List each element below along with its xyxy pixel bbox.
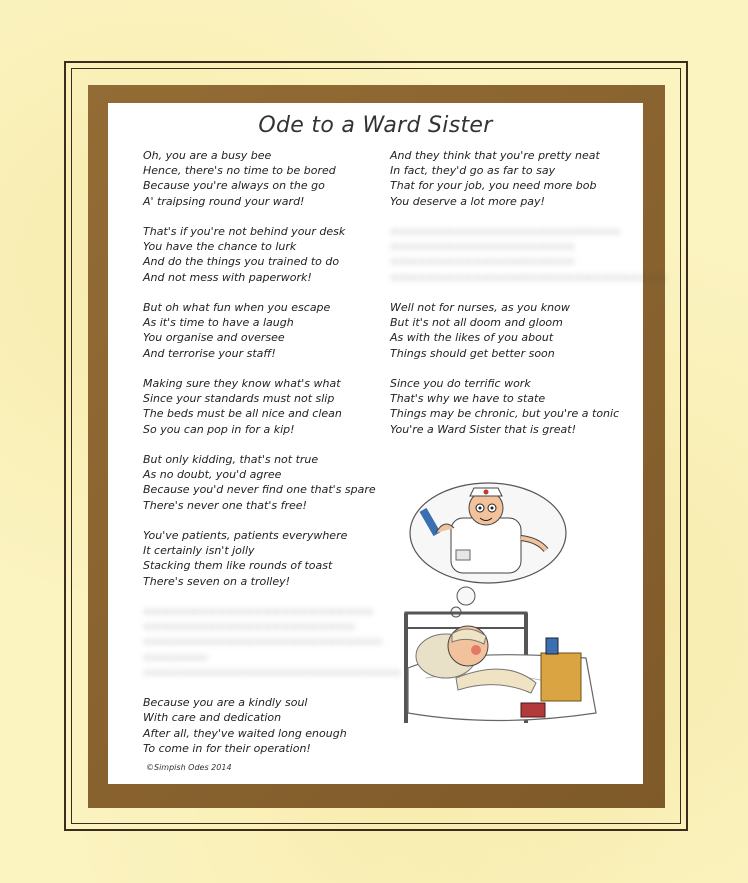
poem-line: As no doubt, you'd agree [143, 468, 282, 482]
stanza [143, 300, 388, 361]
poem-line: Things should get better soon [390, 346, 555, 360]
poem-line: Oh, you are a busy bee [143, 149, 272, 162]
poem-line: As with the likes of you about [390, 331, 554, 345]
poem-line: That's why we have to state [390, 392, 546, 406]
poem-line: And not mess with paperwork! [143, 270, 312, 284]
poem-line: ~~~~~~~ [143, 650, 208, 664]
poem-line: In fact, they'd go as far to say [390, 164, 556, 178]
poem-line: After all, they've waited long enough [143, 726, 347, 740]
poem-line: ~~~~~~~~~~~~~~~~~~~~ [390, 240, 575, 254]
stanza [143, 376, 388, 437]
poem-column-right [390, 148, 667, 452]
poem-line: As it's time to have a laugh [143, 316, 294, 330]
blurred-stanza [143, 604, 402, 680]
stanza [390, 300, 640, 361]
poem-line: Stacking them like rounds of toast [143, 559, 333, 573]
poem-line: ~~~~~~~~~~~~~~~~~~~~~~~~~~~~~~ [390, 270, 667, 284]
poem-line: And they think that you're pretty neat [390, 149, 600, 162]
stanza [143, 224, 388, 285]
poem-line: There's seven on a trolley! [143, 574, 291, 588]
poem-line: ~~~~~~~~~~~~~~~~~~~~~~~~~ [143, 605, 374, 618]
poem-sheet [108, 103, 667, 784]
poem-line: Since you do terrific work [390, 377, 531, 390]
poem-line: Because you'd never find one that's spare [143, 483, 376, 497]
poem-line: Hence, there's no time to be bored [143, 164, 336, 178]
poem-line: So you can pop in for a kip! [143, 422, 295, 436]
poem-line: You have the chance to lurk [143, 240, 297, 254]
stanza [143, 452, 388, 513]
poem-title: Ode to a Ward Sister [258, 113, 493, 138]
cartoon-patient-dreaming-of-ward-sister-icon [396, 478, 601, 743]
poem-line: That for your job, you need more bob [390, 179, 597, 193]
poem-line: Things may be chronic, but you're a tonic [390, 407, 620, 421]
stanza [390, 376, 640, 437]
poem-line: That's if you're not behind your desk [143, 225, 346, 238]
poem-line: ~~~~~~~~~~~~~~~~~~~~~~~~~ [390, 225, 621, 238]
poem-line: ~~~~~~~~~~~~~~~~~~~~~~~~~~ [143, 635, 383, 649]
poem-line: Well not for nurses, as you know [390, 301, 570, 314]
poem-line: A' traipsing round your ward! [143, 194, 305, 208]
poem-line: But only kidding, that's not true [143, 453, 319, 466]
poem-line: ~~~~~~~~~~~~~~~~~~~~~~~ [143, 620, 355, 634]
poem-line: ~~~~~~~~~~~~~~~~~~~~ [390, 255, 575, 269]
poem-line: But oh what fun when you escape [143, 301, 331, 314]
poem-line: ~~~~~~~~~~~~~~~~~~~~~~~~~~~~ [143, 665, 402, 679]
poem-line: Because you're always on the go [143, 179, 325, 193]
poem-line: You organise and oversee [143, 331, 285, 345]
stanza [390, 148, 640, 209]
blurred-stanza [390, 224, 667, 285]
poem-line: You've patients, patients everywhere [143, 529, 348, 542]
poem-line: With care and dedication [143, 711, 282, 725]
stanza [143, 528, 388, 589]
poem-line: Because you are a kindly soul [143, 696, 308, 710]
copyright-notice: ©Simpish Odes 2014 [146, 763, 232, 772]
stanza [143, 148, 388, 209]
poem-column-left [143, 148, 402, 771]
poem-line: Since your standards must not slip [143, 392, 335, 406]
poem-line: And do the things you trained to do [143, 255, 340, 269]
poem-line: But it's not all doom and gloom [390, 316, 563, 330]
poem-line: You deserve a lot more pay! [390, 194, 545, 208]
poem-line: And terrorise your staff! [143, 346, 276, 360]
poem-line: You're a Ward Sister that is great! [390, 422, 577, 436]
poem-line: Making sure they know what's what [143, 377, 341, 390]
poem-line: To come in for their operation! [143, 741, 311, 755]
poem-line: There's never one that's free! [143, 498, 307, 512]
poem-line: It certainly isn't jolly [143, 544, 255, 558]
poem-line: The beds must be all nice and clean [143, 407, 342, 421]
stanza [143, 695, 388, 756]
